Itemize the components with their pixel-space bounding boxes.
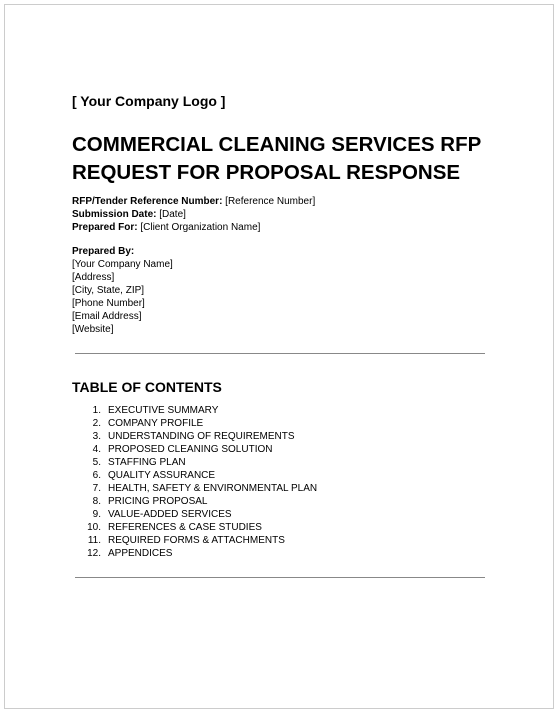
toc-item-label: VALUE-ADDED SERVICES xyxy=(108,509,232,520)
horizontal-divider xyxy=(75,353,485,354)
prepared-by-phone: [Phone Number] xyxy=(72,298,145,309)
toc-item xyxy=(80,521,317,534)
toc-item xyxy=(80,456,317,469)
toc-item-number: 8. xyxy=(92,496,101,507)
toc-item-label: PRICING PROPOSAL xyxy=(108,496,208,507)
prepared-by-website: [Website] xyxy=(72,324,114,335)
toc-item-number: 1. xyxy=(92,405,101,416)
meta-submission-date xyxy=(72,208,315,221)
toc-item-number: 2. xyxy=(92,418,101,429)
title-line-1: COMMERCIAL CLEANING SERVICES RFP xyxy=(72,133,482,156)
toc-item-number: 9. xyxy=(92,509,101,520)
prepared-by-email: [Email Address] xyxy=(72,311,142,322)
toc-item xyxy=(80,495,317,508)
document-title xyxy=(72,131,512,187)
toc-item-label: STAFFING PLAN xyxy=(108,457,186,468)
meta-label: Submission Date: xyxy=(72,209,157,220)
toc-item-number: 4. xyxy=(92,444,101,455)
toc-item-label: REQUIRED FORMS & ATTACHMENTS xyxy=(108,535,285,546)
meta-value: [Client Organization Name] xyxy=(137,222,261,233)
prepared-by-company-name: [Your Company Name] xyxy=(72,259,173,270)
toc-item-label: QUALITY ASSURANCE xyxy=(108,470,216,481)
horizontal-divider xyxy=(75,577,485,578)
toc-item xyxy=(80,404,317,417)
toc-item-label: PROPOSED CLEANING SOLUTION xyxy=(108,444,273,455)
rfp-details xyxy=(72,195,315,234)
toc-item xyxy=(80,430,317,443)
prepared-by-address: [Address] xyxy=(72,272,115,283)
prepared-by-block xyxy=(72,245,173,336)
toc-item-label: HEALTH, SAFETY & ENVIRONMENTAL PLAN xyxy=(108,483,318,494)
meta-reference-number xyxy=(72,195,315,208)
meta-label: RFP/Tender Reference Number: xyxy=(72,196,223,207)
company-logo-placeholder: [ Your Company Logo ] xyxy=(72,93,226,109)
toc-item xyxy=(80,469,317,482)
meta-prepared-for xyxy=(72,221,315,234)
toc-item-number: 3. xyxy=(92,431,101,442)
toc-item-number: 12. xyxy=(87,548,101,559)
toc-heading: TABLE OF CONTENTS xyxy=(72,379,222,395)
document-page xyxy=(4,4,554,709)
meta-value: [Reference Number] xyxy=(222,196,316,207)
toc-item-number: 7. xyxy=(92,483,101,494)
toc-item-label: COMPANY PROFILE xyxy=(108,418,204,429)
toc-item-label: EXECUTIVE SUMMARY xyxy=(108,405,219,416)
toc-item-number: 5. xyxy=(92,457,101,468)
prepared-by-city-state-zip: [City, State, ZIP] xyxy=(72,285,145,296)
toc-item-label: APPENDICES xyxy=(108,548,173,559)
toc-item-number: 11. xyxy=(87,535,101,546)
toc-item xyxy=(80,508,317,521)
toc-item-number: 6. xyxy=(92,470,101,481)
meta-value: [Date] xyxy=(156,209,186,220)
prepared-by-heading: Prepared By: xyxy=(72,246,135,257)
toc-item-number: 10. xyxy=(87,522,101,533)
toc-item xyxy=(80,443,317,456)
toc-item xyxy=(80,534,317,547)
toc-item xyxy=(80,417,317,430)
meta-label: Prepared For: xyxy=(72,222,138,233)
title-line-2: REQUEST FOR PROPOSAL RESPONSE xyxy=(72,161,461,184)
table-of-contents xyxy=(80,404,317,560)
toc-item xyxy=(80,547,317,560)
toc-item xyxy=(80,482,317,495)
toc-item-label: UNDERSTANDING OF REQUIREMENTS xyxy=(108,431,295,442)
toc-item-label: REFERENCES & CASE STUDIES xyxy=(108,522,262,533)
